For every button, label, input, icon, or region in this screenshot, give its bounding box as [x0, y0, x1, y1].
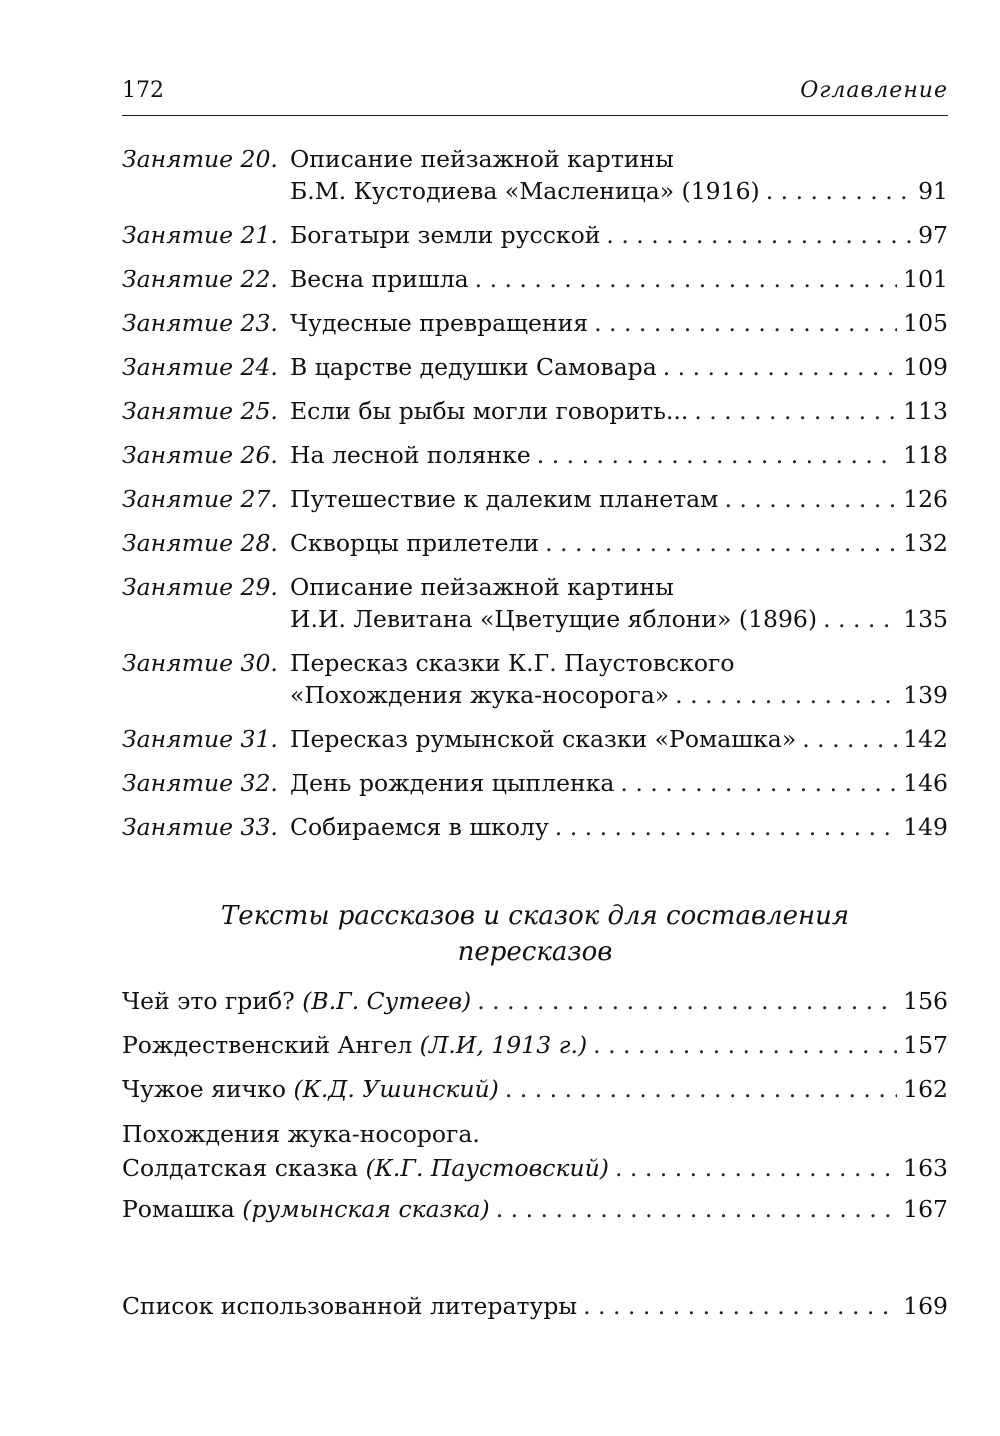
lesson-title: Весна пришла — [290, 265, 469, 293]
story-author: (К.Г. Паустовский) — [365, 1154, 609, 1182]
leader-dots — [675, 679, 897, 711]
lesson-label: Занятие 30. — [122, 649, 278, 677]
lesson-title: Пересказ румынской сказки «Ромашка» — [290, 725, 797, 753]
toc-lesson-20[interactable] — [122, 143, 948, 207]
toc-lesson-31[interactable] — [122, 723, 948, 755]
leader-dots — [663, 351, 897, 383]
toc-lesson-28[interactable] — [122, 527, 948, 559]
lesson-title-line: Описание пейзажной картины — [290, 573, 674, 601]
lesson-label: Занятие 33. — [122, 813, 278, 841]
toc-lesson-26[interactable] — [122, 439, 948, 471]
lesson-title: В царстве дедушки Самовара — [290, 353, 657, 381]
page-ref: 109 — [903, 353, 948, 381]
lesson-title: «Похождения жука-носорога» — [290, 681, 670, 709]
page-ref: 142 — [903, 725, 948, 753]
leader-dots — [537, 439, 897, 471]
lesson-label: Занятие 23. — [122, 309, 278, 337]
page-number: 172 — [122, 78, 164, 103]
page-ref: 163 — [903, 1154, 948, 1182]
lesson-label: Занятие 21. — [122, 221, 278, 249]
story-author: (К.Д. Ушинский) — [293, 1075, 499, 1103]
lesson-title: Путешествие к далеким планетам — [290, 485, 719, 513]
page-ref: 169 — [903, 1292, 948, 1320]
toc-lesson-24[interactable] — [122, 351, 948, 383]
leader-dots — [594, 307, 897, 339]
page-ref: 105 — [903, 309, 948, 337]
section-title-line: Тексты рассказов и сказок для составления — [220, 901, 850, 931]
page-ref: 167 — [903, 1195, 948, 1223]
lesson-title: Б.М. Кустодиева «Масленица» (1916) — [290, 177, 760, 205]
toc-lesson-21[interactable] — [122, 219, 948, 251]
toc-lesson-32[interactable] — [122, 767, 948, 799]
page-ref: 101 — [903, 265, 948, 293]
lesson-title-line: Описание пейзажной картины — [290, 145, 674, 173]
toc-bibliography[interactable] — [122, 1289, 948, 1323]
page-ref: 97 — [918, 221, 948, 249]
leader-dots — [606, 219, 912, 251]
toc-story-2[interactable] — [122, 1028, 948, 1062]
page-ref: 118 — [903, 441, 948, 469]
story-title: Рождественский Ангел — [122, 1031, 413, 1059]
section-title — [122, 898, 948, 970]
lesson-label: Занятие 26. — [122, 441, 278, 469]
story-title: Ромашка — [122, 1195, 235, 1223]
page-ref: 156 — [903, 987, 948, 1015]
story-title-line: Похождения жука-носорога. — [122, 1120, 480, 1148]
lesson-label: Занятие 28. — [122, 529, 278, 557]
leader-dots — [475, 263, 898, 295]
toc-lesson-22[interactable] — [122, 263, 948, 295]
page-ref: 146 — [903, 769, 948, 797]
toc-story-1[interactable] — [122, 984, 948, 1018]
leader-dots — [823, 603, 897, 635]
story-title: Чужое яичко — [122, 1075, 286, 1103]
running-header: Оглавление — [800, 78, 948, 103]
lesson-title: На лесной полянке — [290, 441, 531, 469]
page-ref: 162 — [903, 1075, 948, 1103]
lesson-label: Занятие 32. — [122, 769, 278, 797]
lesson-title: Скворцы прилетели — [290, 529, 540, 557]
lesson-label: Занятие 27. — [122, 485, 278, 513]
leader-dots — [766, 175, 912, 207]
leader-dots — [545, 527, 897, 559]
lesson-label: Занятие 29. — [122, 573, 278, 601]
section-title-line: пересказов — [457, 937, 613, 967]
lesson-title: День рождения цыпленка — [290, 769, 615, 797]
story-title: Чей это гриб? — [122, 987, 295, 1015]
leader-dots — [694, 395, 897, 427]
lesson-title: И.И. Левитана «Цветущие яблони» (1896) — [290, 605, 818, 633]
page-ref: 139 — [903, 681, 948, 709]
page-ref: 91 — [918, 177, 948, 205]
toc-lesson-23[interactable] — [122, 307, 948, 339]
toc-lesson-25[interactable] — [122, 395, 948, 427]
story-author: (Л.И, 1913 г.) — [419, 1031, 588, 1059]
toc-lesson-30[interactable] — [122, 647, 948, 711]
lesson-title: Если бы рыбы могли говорить... — [290, 397, 689, 425]
leader-dots — [477, 984, 897, 1018]
leader-dots — [620, 767, 897, 799]
page-ref: 157 — [903, 1031, 948, 1059]
story-author: (румынская сказка) — [242, 1195, 490, 1223]
page-ref: 132 — [903, 529, 948, 557]
lesson-title: Чудесные превращения — [290, 309, 589, 337]
page-ref: 135 — [903, 605, 948, 633]
lesson-label: Занятие 24. — [122, 353, 278, 381]
toc-story-5[interactable] — [122, 1192, 948, 1226]
leader-dots — [555, 811, 897, 843]
lesson-title-line: Пересказ сказки К.Г. Паустовского — [290, 649, 735, 677]
lesson-label: Занятие 20. — [122, 145, 278, 173]
story-author: (В.Г. Сутеев) — [302, 987, 472, 1015]
toc-lesson-29[interactable] — [122, 571, 948, 635]
lesson-label: Занятие 22. — [122, 265, 278, 293]
leader-dots — [496, 1192, 897, 1226]
page-ref: 113 — [903, 397, 948, 425]
lesson-title: Собираемся в школу — [290, 813, 549, 841]
story-title: Солдатская сказка — [122, 1154, 359, 1182]
lesson-label: Занятие 25. — [122, 397, 278, 425]
page-ref: 126 — [903, 485, 948, 513]
toc-lesson-33[interactable] — [122, 811, 948, 843]
page-ref: 149 — [903, 813, 948, 841]
leader-dots — [583, 1289, 897, 1323]
leader-dots — [593, 1028, 897, 1062]
header-rule — [122, 115, 948, 116]
toc-lesson-27[interactable] — [122, 483, 948, 515]
toc-story-4[interactable] — [122, 1117, 948, 1185]
leader-dots — [615, 1151, 897, 1185]
lesson-label: Занятие 31. — [122, 725, 278, 753]
bibliography-title: Список использованной литературы — [122, 1292, 578, 1320]
lesson-title: Богатыри земли русской — [290, 221, 601, 249]
leader-dots — [724, 483, 897, 515]
leader-dots — [802, 723, 897, 755]
leader-dots — [505, 1072, 897, 1106]
toc-story-3[interactable] — [122, 1072, 948, 1106]
